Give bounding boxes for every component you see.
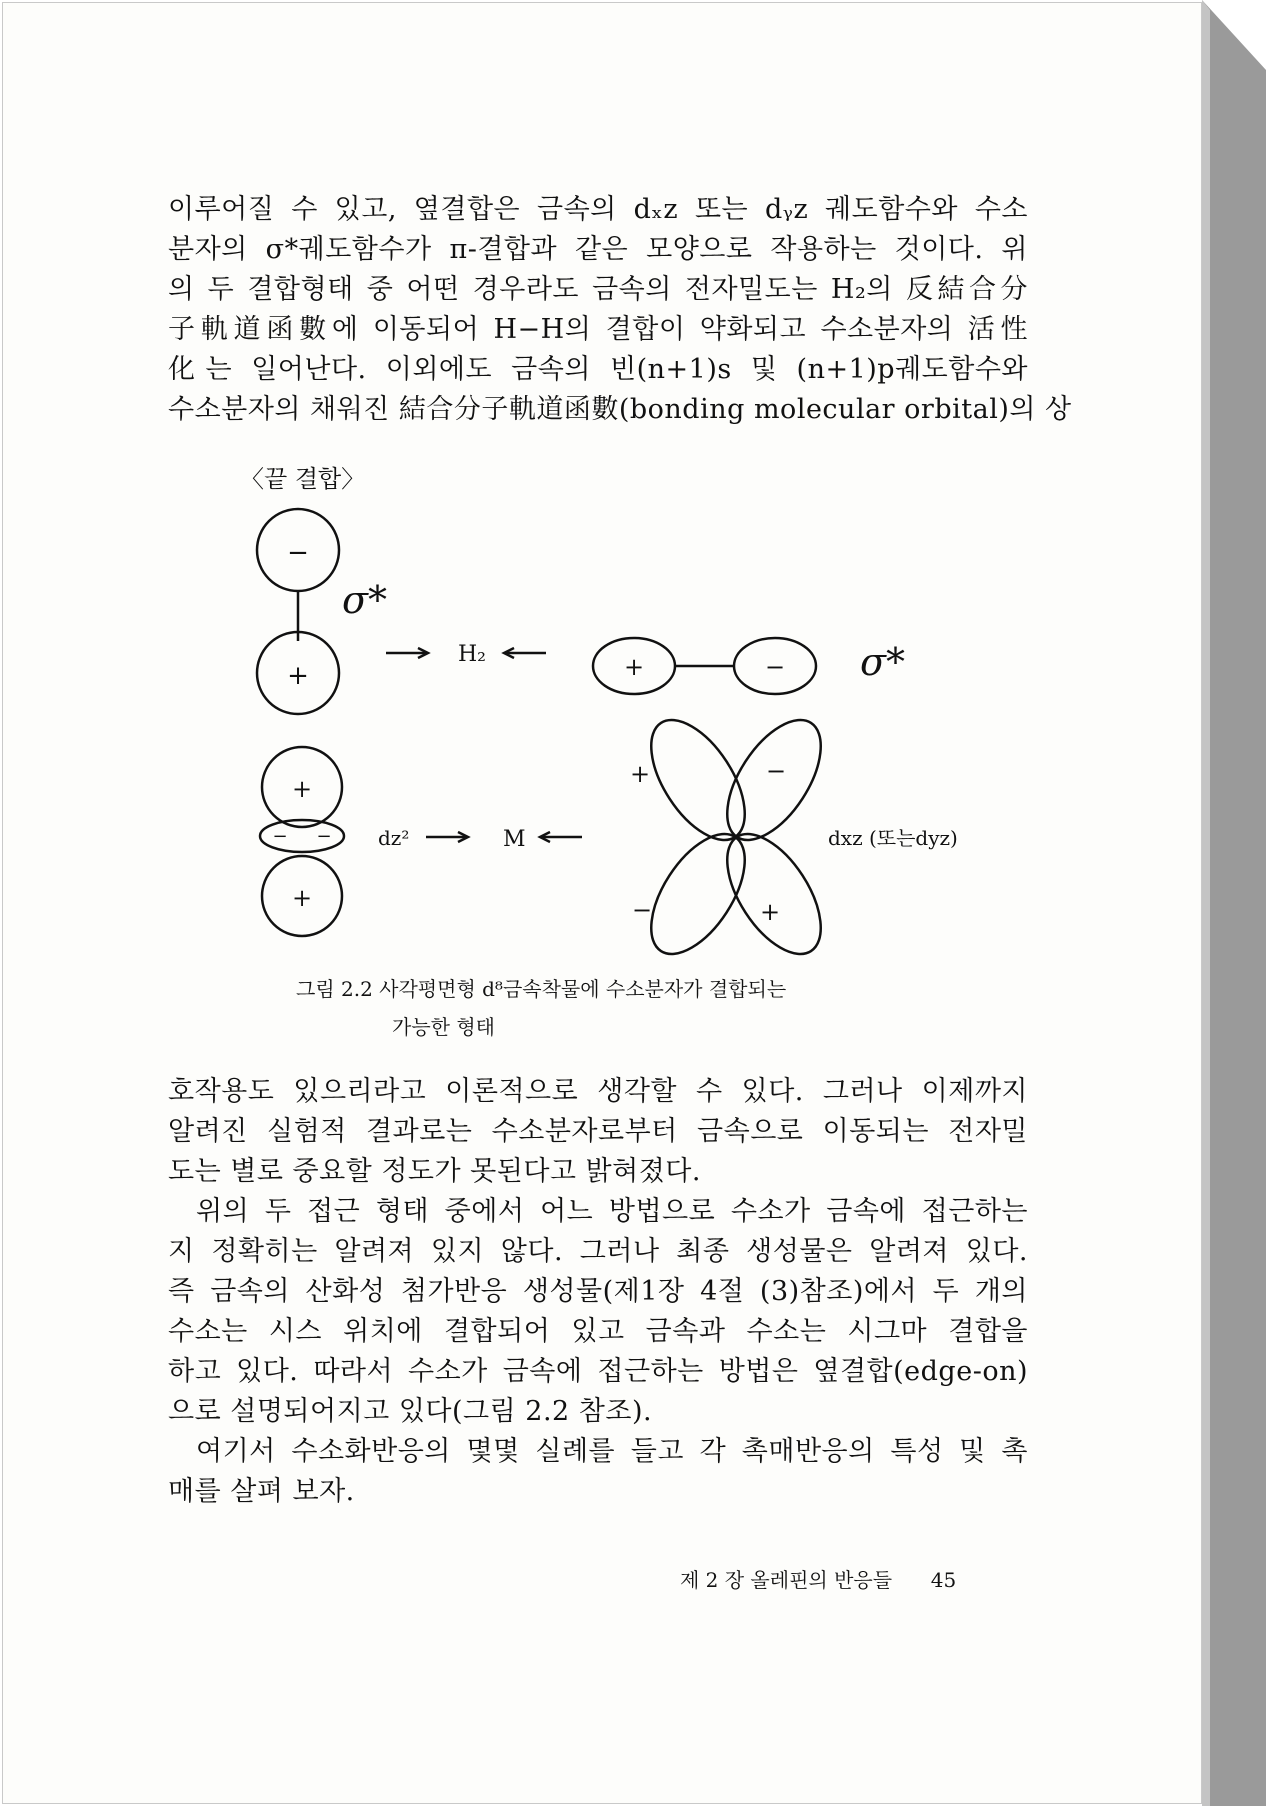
bottom-paragraph <box>168 1072 1028 1512</box>
plus-sign: + <box>629 760 651 788</box>
figure-heading: 〈끝 결합〉 <box>240 465 366 493</box>
text-line: 化는 일어난다. 이외에도 금속의 빈(n+1)s 및 (n+1)p궤도함수와 <box>168 354 1028 385</box>
dxz-lobe-upper-left <box>629 704 763 855</box>
m-label: M <box>503 827 526 852</box>
text-line: 여기서 수소화반응의 몇몇 실례를 들고 각 촉매반응의 특성 및 촉 <box>196 1436 1028 1467</box>
text-line: 하고 있다. 따라서 수소가 금속에 접근하는 방법은 옆결합(edge-on) <box>168 1356 1028 1387</box>
text-line: 지 정확히는 알려져 있지 않다. 그러나 최종 생성물은 알려져 있다. <box>168 1236 1028 1267</box>
text-line: 위의 두 접근 형태 중에서 어느 방법으로 수소가 금속에 접근하는 <box>196 1196 1028 1227</box>
plus-sign: + <box>287 661 309 691</box>
minus-sign: − <box>765 757 787 785</box>
minus-sign: − <box>316 826 332 847</box>
minus-sign: − <box>631 896 653 924</box>
page-footer <box>680 1564 956 1593</box>
text-line: 수소분자의 채워진 結合分子軌道函數(bonding molecular orbital)의 상 <box>168 394 1072 425</box>
text-line: 즉 금속의 산화성 첨가반응 생성물(제1장 4절 (3)참조)에서 두 개의 <box>168 1276 1028 1307</box>
sigma-star-label: σ* <box>860 640 905 684</box>
book-page-edge <box>1202 0 1266 1806</box>
plus-sign: + <box>291 775 313 803</box>
top-paragraph <box>168 190 1072 430</box>
text-line: 매를 살펴 보자. <box>168 1476 355 1507</box>
text-line: 분자의 σ*궤도함수가 π-결합과 같은 모양으로 작용하는 것이다. 위 <box>168 234 1028 265</box>
dz2-label: dz² <box>378 826 410 850</box>
text-line: 의 두 결합형태 중 어떤 경우라도 금속의 전자밀도는 H₂의 反結合分 <box>168 274 1028 305</box>
text-line: 수소는 시스 위치에 결합되어 있고 금속과 수소는 시그마 결합을 <box>168 1316 1028 1347</box>
plus-sign: + <box>291 884 313 912</box>
text-line: 子軌道函數에 이동되어 H−H의 결합이 약화되고 수소분자의 活性 <box>168 314 1028 345</box>
text-line: 이루어질 수 있고, 옆결합은 금속의 dₓz 또는 dᵧz 궤도함수와 수소 <box>168 194 1028 225</box>
text-line: 도는 별로 중요할 정도가 못된다고 밝혀졌다. <box>168 1156 701 1187</box>
chapter-title: 제 2 장 올레핀의 반응들 <box>680 1568 893 1592</box>
plus-sign: + <box>759 898 781 926</box>
page-number: 45 <box>930 1568 957 1592</box>
caption-line: 가능한 형태 <box>392 1015 495 1039</box>
h2-label: H₂ <box>458 642 487 667</box>
figure-caption <box>296 970 786 1046</box>
dxz-label: dxz (또는dyz) <box>828 826 958 850</box>
minus-sign: − <box>764 653 786 681</box>
text-line: 알려진 실험적 결과로는 수소분자로부터 금속으로 이동되는 전자밀 <box>168 1116 1028 1147</box>
text-line: 으로 설명되어지고 있다(그림 2.2 참조). <box>168 1396 653 1427</box>
plus-sign: + <box>623 653 645 681</box>
minus-sign: − <box>287 538 309 568</box>
minus-sign: − <box>272 826 288 847</box>
sigma-star-label: σ* <box>342 578 387 622</box>
caption-line: 그림 2.2 사각평면형 d⁸금속착물에 수소분자가 결합되는 <box>296 977 787 1001</box>
orbital-figure <box>200 465 1000 965</box>
text-line: 호작용도 있으리라고 이론적으로 생각할 수 있다. 그러나 이제까지 <box>168 1076 1028 1107</box>
